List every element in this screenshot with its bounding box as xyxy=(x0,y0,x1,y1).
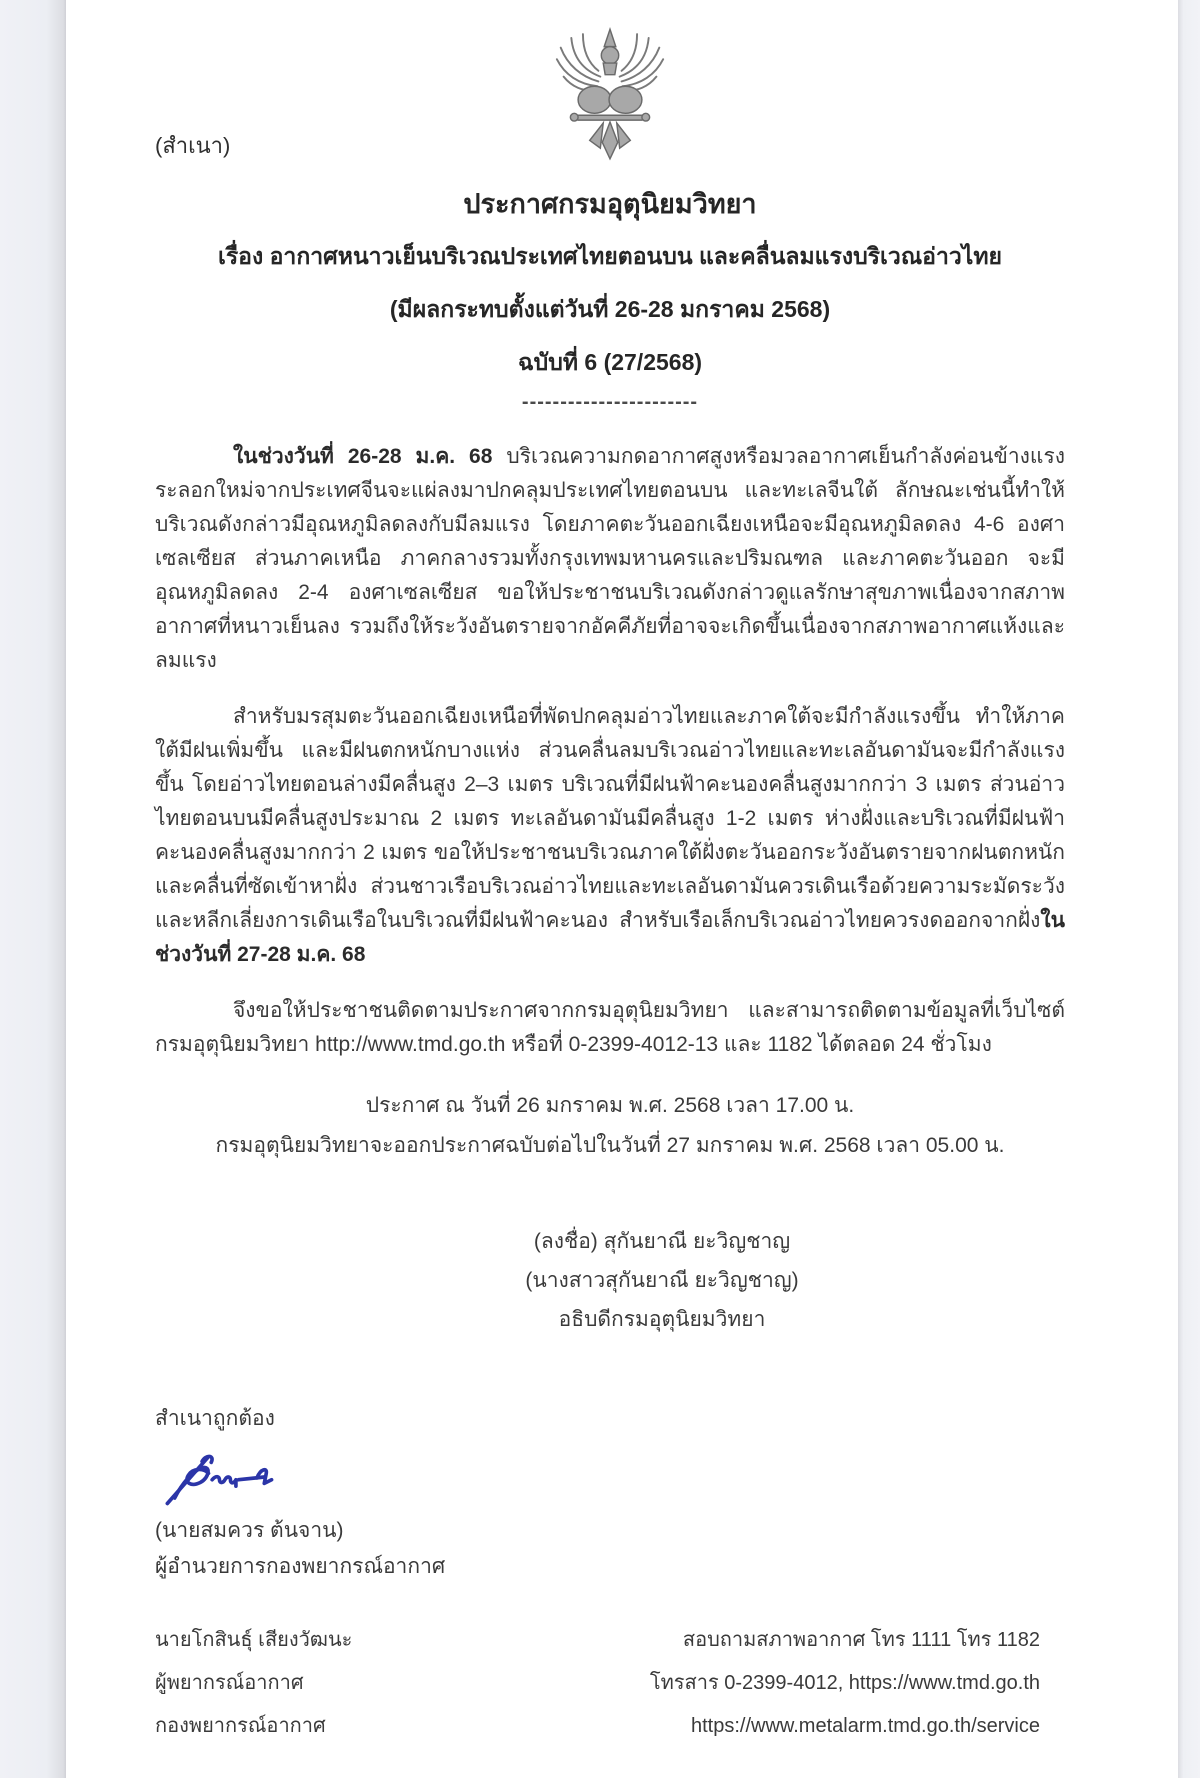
signed-line: (ลงชื่อ) สุกันยาณี ยะวิญชาญ xyxy=(533,1230,791,1253)
paragraph-3-text: จึงขอให้ประชาชนติดตามประกาศจากกรมอุตุนิยมวิทยา และสามารถติดตามข้อมูลที่เว็บไซต์กรมอุตุนิยมวิทยา http://www.tmd.go.th หรือที่ 0-2399-4012-13 และ 1182 ได้ตลอด 24 ชั่วโมง xyxy=(155,999,1065,1056)
paragraph-1-text: บริเวณความกดอากาศสูงหรือมวลอากาศเย็นกำลังค่อนข้างแรงระลอกใหม่จากประเทศจีนจะแผ่ลงมาปกคลุมประเทศไทยตอนบน และทะเลจีนใต้ ลักษณะเช่นนี้ทำให้บริเวณดังกล่าวมีอุณหภูมิลดลงกับมีลมแรง โดยภาคตะวันออกเฉียงเหนือจะมีอุณหภูมิลดลง 4-6 องศาเซลเซียส ส่วนภาคเหนือ ภาคกลางรวมทั้งกรุงเทพมหานครและปริมณฑล และภาคตะวันออก จะมีอุณหภูมิลดลง 2-4 องศาเซลเซียส ขอให้ประชาชนบริเวณดังกล่าวดูแลรักษาสุขภาพเนื่องจากสภาพอากาศที่หนาวเย็นลง รวมถึงให้ระวังอันตรายจากอัคคีภัยที่อาจจะเกิดขึ้นเนื่องจากสภาพอากาศแห้งและลมแรง xyxy=(155,445,1065,672)
weather-inquiry-phone: สอบถามสภาพอากาศ โทร 1111 โทร 1182 xyxy=(682,1629,1040,1651)
fax-and-website: โทรสาร 0-2399-4012, https://www.tmd.go.th xyxy=(649,1672,1040,1694)
document-footer xyxy=(155,1619,1065,1748)
forecaster-block xyxy=(155,1619,352,1748)
certifier-name: (นายสมควร ต้นจาน) xyxy=(155,1519,344,1542)
emblem-container xyxy=(155,0,1065,166)
announcement-subject: เรื่อง อากาศหนาวเย็นบริเวณประเทศไทยตอนบน และคลื่นลมแรงบริเวณอ่าวไทย xyxy=(217,243,1003,269)
forecaster-title: ผู้พยากรณ์อากาศ xyxy=(155,1672,304,1694)
announcement-title: ประกาศกรมอุตุนิยมวิทยา xyxy=(463,189,757,219)
garuda-emblem-icon xyxy=(552,26,668,162)
certified-copy-label: สำเนาถูกต้อง xyxy=(155,1407,275,1430)
paragraph-follow-updates xyxy=(155,994,1065,1062)
signer-name: (นางสาวสุกันยาณี ยะวิญชาญ) xyxy=(525,1269,799,1292)
announcement-dates xyxy=(155,1086,1065,1166)
handwritten-signature-icon xyxy=(161,1445,309,1509)
metalarm-url: https://www.metalarm.tmd.go.th/service xyxy=(690,1715,1040,1737)
copy-label: (สำเนา) xyxy=(155,133,231,158)
paragraph-cold-weather xyxy=(155,440,1065,678)
contact-block xyxy=(650,1619,1040,1748)
paragraph-2-bold-tail: ในช่วงวันที่ 27-28 ม.ค. 68 xyxy=(155,909,1065,966)
paragraph-monsoon-waves xyxy=(155,700,1065,972)
signer-block xyxy=(207,1222,1117,1339)
issue-number: ฉบับที่ 6 (27/2568) xyxy=(517,349,703,375)
separator-dashes: ----------------------- xyxy=(521,391,699,413)
certifier-title: ผู้อำนวยการกองพยากรณ์อากาศ xyxy=(155,1555,446,1578)
next-issue-line: กรมอุตุนิยมวิทยาจะออกประกาศฉบับต่อไปในวันที่ 27 มกราคม พ.ศ. 2568 เวลา 05.00 น. xyxy=(215,1134,1005,1157)
announced-at-line: ประกาศ ณ วันที่ 26 มกราคม พ.ศ. 2568 เวลา 17.00 น. xyxy=(365,1094,855,1117)
effective-dates: (มีผลกระทบตั้งแต่วันที่ 26-28 มกราคม 2568) xyxy=(389,296,831,322)
certification-block xyxy=(155,1401,1065,1585)
paragraph-2-text: สำหรับมรสุมตะวันออกเฉียงเหนือที่พัดปกคลุมอ่าวไทยและภาคใต้จะมีกำลังแรงขึ้น ทำให้ภาคใต้มีฝนเพิ่มขึ้น และมีฝนตกหนักบางแห่ง ส่วนคลื่นลมบริเวณอ่าวไทยและทะเลอันดามันจะมีกำลังแรงขึ้น โดยอ่าวไทยตอนล่างมีคลื่นสูง 2–3 เมตร บริเวณที่มีฝนฟ้าคะนองคลื่นสูงมากกว่า 3 เมตร ส่วนอ่าวไทยตอนบนมีคลื่นสูงประมาณ 2 เมตร ทะเลอันดามันมีคลื่นสูง 1-2 เมตร ห่างฝั่งและบริเวณที่มีฝนฟ้าคะนองคลื่นสูงมากกว่า 2 เมตร ขอให้ประชาชนบริเวณภาคใต้ฝั่งตะวันออกระวังอันตรายจากฝนตกหนัก และคลื่นที่ซัดเข้าหาฝั่ง ส่วนชาวเรือบริเวณอ่าวไทยและทะเลอันดามันควรเดินเรือด้วยความระมัดระวังและหลีกเลี่ยงการเดินเรือในบริเวณที่มีฝนฟ้าคะนอง สำหรับเรือเล็กบริเวณอ่าวไทยควรงดออกจากฝั่ง xyxy=(155,705,1065,932)
signer-title: อธิบดีกรมอุตุนิยมวิทยา xyxy=(558,1308,766,1331)
forecaster-name: นายโกสินธุ์ เสียงวัฒนะ xyxy=(155,1629,353,1651)
paragraph-1-bold-lead: ในช่วงวันที่ 26-28 ม.ค. 68 xyxy=(233,445,493,468)
forecaster-division: กองพยากรณ์อากาศ xyxy=(155,1715,326,1737)
